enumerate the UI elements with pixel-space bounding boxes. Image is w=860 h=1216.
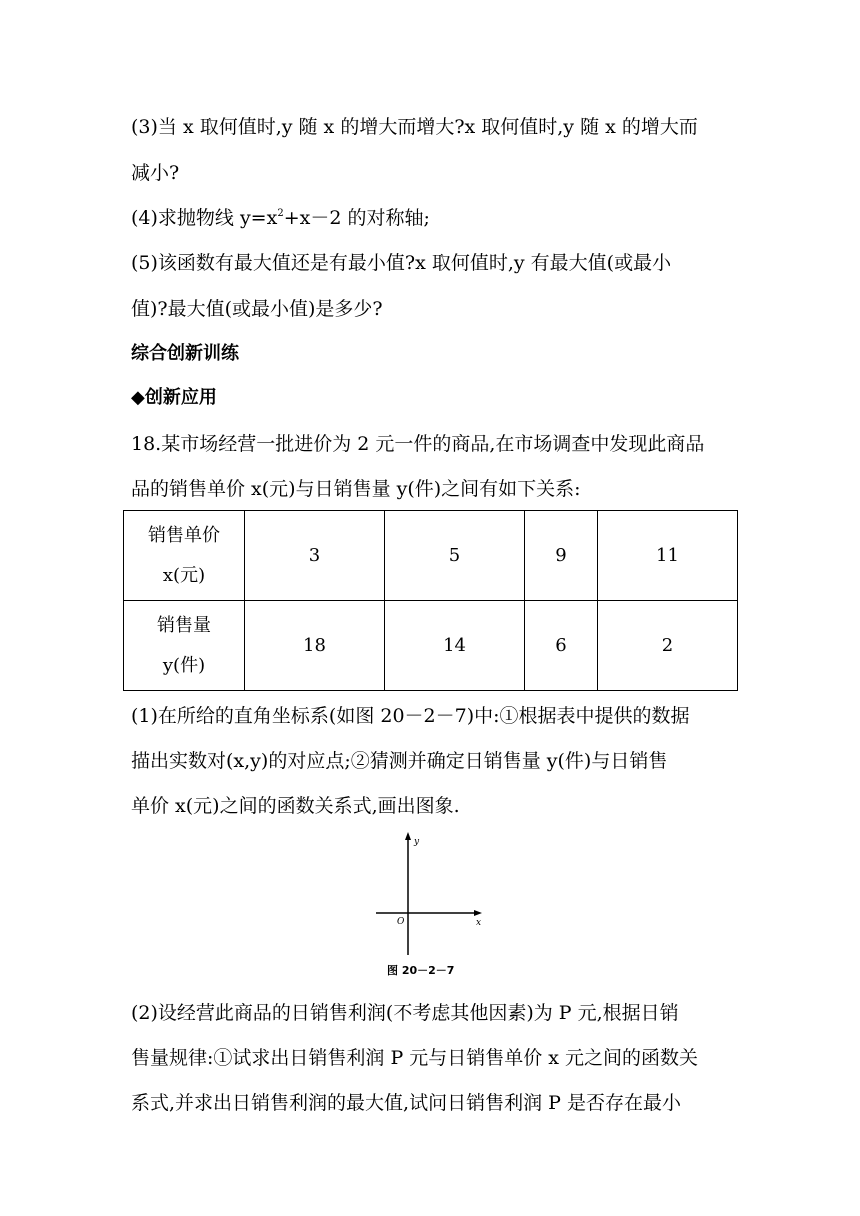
question-4-part-b: +x－2 的对称轴; [283, 207, 430, 229]
coordinate-axes-figure [370, 830, 490, 960]
row-header-line: x(元) [162, 564, 206, 586]
table-cell: 6 [525, 601, 598, 691]
y-axis-arrow [405, 832, 411, 840]
part-2-line-2: 售量规律:①试求出日销售利润 P 元与日销售单价 x 元之间的函数关 [131, 1047, 699, 1069]
x-axis-label: x [476, 918, 482, 928]
table-cell: 11 [597, 511, 737, 601]
row-header-price [124, 511, 245, 601]
figure-caption: 图 20－2－7 [387, 964, 455, 977]
question-3-line-1: (3)当 x 取何值时,y 随 x 的增大而增大?x 取何值时,y 随 x 的增大而 [131, 116, 698, 138]
table-cell: 9 [525, 511, 598, 601]
y-axis-label: y [414, 837, 420, 847]
data-table [123, 510, 738, 691]
question-5-line-2: 值)?最大值(或最小值)是多少? [131, 298, 383, 320]
origin-label: O [397, 917, 405, 927]
table-row [124, 511, 738, 601]
question-4-part-a: (4)求抛物线 y=x [131, 207, 278, 229]
table-cell: 5 [385, 511, 525, 601]
exponent: 2 [277, 208, 284, 219]
row-header-quantity [124, 601, 245, 691]
x-axis-arrow [474, 910, 482, 916]
question-5-line-1: (5)该函数有最大值还是有最小值?x 取何值时,y 有最大值(或最小 [131, 252, 672, 274]
table-cell: 14 [385, 601, 525, 691]
row-header-line: 销售单价 [148, 524, 220, 546]
part-2-line-3: 系式,并求出日销售利润的最大值,试问日销售利润 P 是否存在最小 [131, 1092, 681, 1114]
section-heading: 综合创新训练 [131, 343, 239, 364]
question-3-line-2: 减小? [131, 162, 180, 184]
row-header-line: y(件) [162, 654, 206, 676]
table-row [124, 601, 738, 691]
question-18-line-2: 品的销售单价 x(元)与日销售量 y(件)之间有如下关系: [131, 478, 581, 500]
table-cell: 18 [245, 601, 385, 691]
part-1-line-1: (1)在所给的直角坐标系(如图 20－2－7)中:①根据表中提供的数据 [131, 705, 690, 727]
row-header-line: 销售量 [157, 614, 211, 636]
part-1-line-3: 单价 x(元)之间的函数关系式,画出图象. [131, 795, 460, 817]
part-1-line-2: 描出实数对(x,y)的对应点;②猜测并确定日销售量 y(件)与日销售 [131, 750, 668, 772]
subsection-heading: ◆创新应用 [131, 387, 217, 408]
question-4 [131, 209, 430, 228]
question-18-line-1: 18.某市场经营一批进价为 2 元一件的商品,在市场调查中发现此商品 [131, 433, 705, 455]
table-cell: 2 [597, 601, 737, 691]
part-2-line-1: (2)设经营此商品的日销售利润(不考虑其他因素)为 P 元,根据日销 [131, 1002, 679, 1024]
table-cell: 3 [245, 511, 385, 601]
